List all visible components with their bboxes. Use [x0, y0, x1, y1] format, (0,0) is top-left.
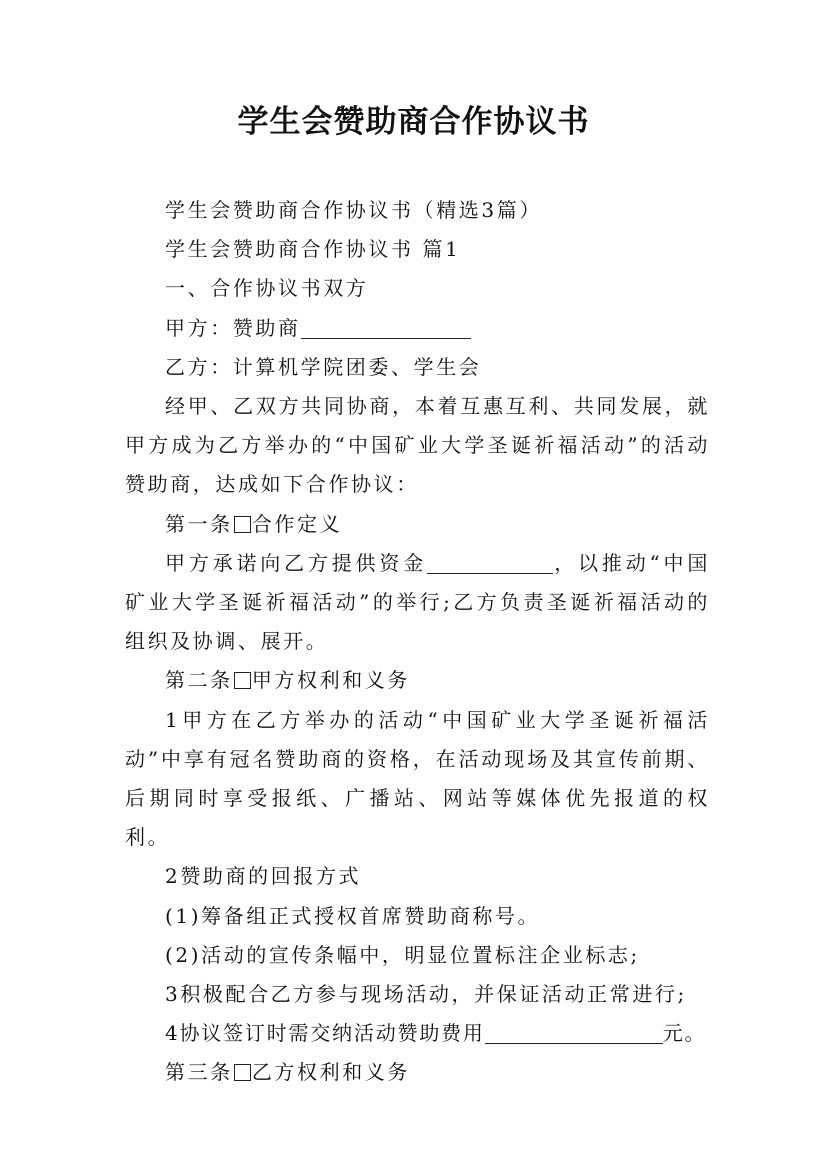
paragraph: 学生会赞助商合作协议书（精选3篇） [165, 198, 542, 222]
fee-blank-line [485, 1023, 663, 1044]
paragraph-text: 元。 [662, 1021, 707, 1046]
paragraph: 1甲方在乙方举办的活动“中国矿业大学圣诞祈福活动”中享有冠名赞助商的资格，在活动现场及其宣传前期、后期同时享受报纸、广播站、网站等媒体优先报道的权利。 [125, 707, 710, 850]
article-heading [125, 661, 710, 700]
article-title: 甲方权利和义务 [251, 668, 411, 693]
article-title: 合作定义 [251, 511, 343, 536]
funding-blank-line [427, 553, 553, 574]
party-a-label: 甲方：赞助商 [165, 315, 301, 340]
paragraph-text: 4协议签订时需交纳活动赞助费用 [165, 1021, 485, 1046]
paragraph-text: ，以推动“中国矿业大学圣诞祈福活动”的举行;乙方负责圣诞祈福活动的组织及协调、展开。 [125, 550, 710, 654]
paragraph: 学生会赞助商合作协议书 篇1 [165, 237, 461, 262]
document-body [125, 191, 710, 1093]
document-title: 学生会赞助商合作协议书 [237, 104, 590, 140]
paragraph: (2)活动的宣传条幅中，明显位置标注企业标志; [165, 942, 640, 967]
article-number: 第三条 [165, 1060, 233, 1085]
section-heading: 一、合作协议书双方 [165, 276, 369, 301]
article-title: 乙方权利和义务 [251, 1060, 411, 1085]
paragraph: (1)筹备组正式授权首席赞助商称号。 [165, 903, 541, 928]
paragraph: 2赞助商的回报方式 [165, 864, 362, 889]
checkbox-symbol [234, 672, 251, 689]
checkbox-symbol [234, 1064, 251, 1081]
article-heading [125, 505, 710, 544]
paragraph [125, 1014, 710, 1053]
paragraph-text: 甲方承诺向乙方提供资金 [165, 550, 428, 575]
paragraph: 经甲、乙双方共同协商，本着互惠互利、共同发展，就甲方成为乙方举办的“中国矿业大学圣诞祈福活动”的活动赞助商，达成如下合作协议： [125, 394, 710, 497]
paragraph [125, 309, 710, 348]
article-number: 第二条 [165, 668, 233, 693]
article-heading [125, 1053, 710, 1092]
paragraph [125, 544, 710, 662]
checkbox-symbol [234, 516, 251, 533]
paragraph: 3积极配合乙方参与现场活动，并保证活动正常进行; [165, 982, 687, 1007]
article-number: 第一条 [165, 511, 233, 536]
paragraph: 乙方：计算机学院团委、学生会 [165, 354, 482, 379]
party-a-blank-line [301, 318, 471, 339]
